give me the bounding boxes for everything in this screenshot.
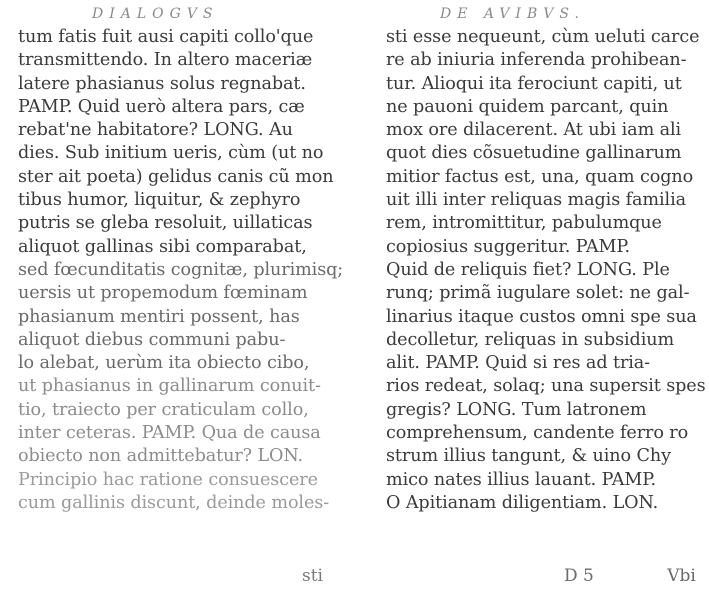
text-line: strum illius tangunt, & uino Chy (386, 446, 671, 467)
text-line: comprehensum, candente ferro ro (386, 423, 689, 444)
text-line: rios redeat, solaq; una supersit spes (386, 376, 706, 397)
text-line: aliquot diebus communi pabu- (18, 329, 286, 350)
running-head: DIALOGVS (92, 6, 219, 22)
text-line: ne pauoni quidem parcant, quin (386, 96, 669, 117)
text-line: aliquot gallinas sibi comparabat, (18, 236, 307, 257)
catchword: sti (302, 566, 323, 586)
catchword: Vbi (667, 566, 696, 586)
left-page (0, 0, 345, 595)
text-line: decolletur, reliquas in subsidium (386, 329, 675, 350)
text-line: linarius itaque custos omni spe sua (386, 306, 697, 327)
text-line: tur. Alioqui ita ferociunt capiti, ut (386, 73, 682, 94)
text-line: putris se gleba resoluit, uillaticas (18, 213, 313, 234)
text-line: latere phasianus solus regnabat. (18, 73, 306, 94)
text-line: tum fatis fuit ausi capiti collo'que (18, 27, 314, 47)
text-line: gregis? LONG. Tum latronem (386, 399, 647, 420)
text-line: lo alebat, uerùm ita obiecto cibo, (18, 353, 310, 374)
signature-mark: D 5 (564, 566, 594, 586)
text-line: Principio hac ratione consuescere (18, 469, 318, 490)
text-line: tibus humor, liquitur, & zephyro (18, 190, 301, 211)
text-line: obiecto non admittebatur? LON. (18, 446, 304, 467)
text-line: transmittendo. In altero maceriæ (18, 50, 313, 71)
page-footer (564, 566, 696, 586)
text-line: uit illi inter reliquas magis familia (386, 190, 686, 211)
text-line: rem, intromittitur, pabulumque (386, 213, 662, 234)
text-line: ut phasianus in gallinarum conuit- (18, 376, 321, 397)
text-line: mico nates illius lauant. PAMP. (386, 469, 656, 490)
text-line: re ab iniuria inferenda prohibean- (386, 50, 687, 71)
text-line: ster ait poeta) gelidus canis cũ mon (18, 166, 334, 187)
text-line: copiosius suggeritur. PAMP. (386, 236, 631, 257)
text-line: dies. Sub initium ueris, cùm (ut no (18, 143, 324, 164)
right-page (352, 0, 709, 595)
text-line: cum gallinis discunt, deinde moles- (18, 492, 330, 513)
text-line: Quid de reliquis fiet? LONG. Ple (386, 259, 670, 280)
running-head: DE AVIBVS. (440, 6, 585, 22)
text-line: phasianum mentiri possent, has (18, 306, 300, 327)
text-block (18, 26, 343, 515)
text-block (386, 26, 706, 515)
text-line: inter ceteras. PAMP. Qua de causa (18, 423, 321, 444)
text-line: runq; primã iugulare solet: ne gal- (386, 283, 690, 304)
text-line: tio, traiecto per craticulam collo, (18, 399, 309, 420)
text-line: mox ore dilacerent. At ubi iam ali (386, 120, 682, 141)
text-line: sti esse nequeunt, cùm ueluti carce (386, 27, 700, 47)
text-line: uersis ut propemodum fœminam (18, 283, 308, 304)
text-line: sed fœcunditatis cognitæ, plurimisq; (18, 259, 344, 280)
text-line: mitior factus est, una, quam cogno (386, 166, 694, 187)
text-line: alit. PAMP. Quid si res ad tria- (386, 353, 651, 374)
text-line: quot dies cõsuetudine gallinarum (386, 143, 682, 164)
text-line: PAMP. Quid uerò altera pars, cæ (18, 96, 305, 117)
text-line: O Apitianam diligentiam. LON. (386, 492, 659, 513)
text-line: rebat'ne habitatore? LONG. Au (18, 120, 293, 141)
page-footer (302, 566, 323, 586)
